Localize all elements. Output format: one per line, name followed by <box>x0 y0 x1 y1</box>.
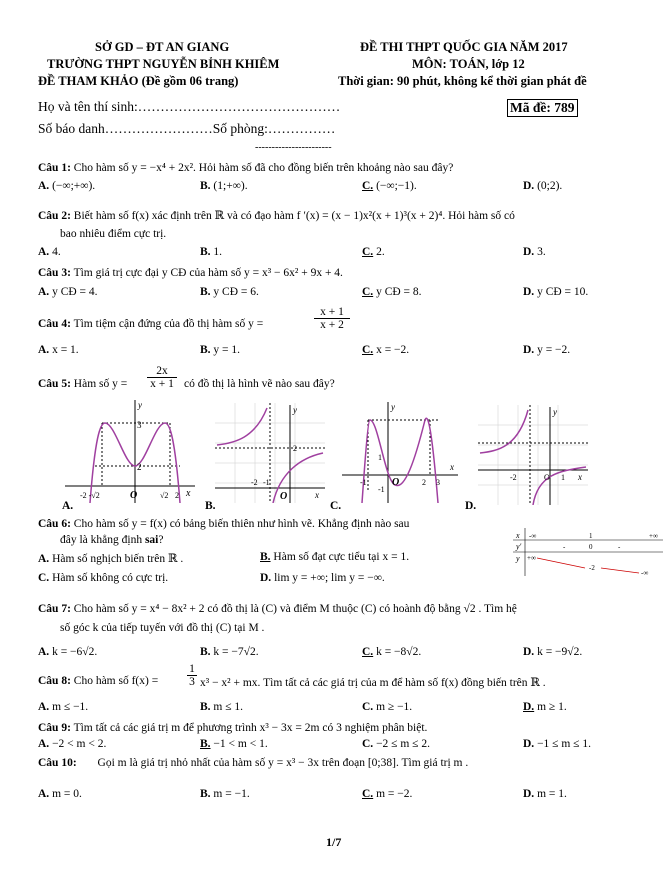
svg-text:+∞: +∞ <box>527 554 536 562</box>
graph-b-label: B. <box>205 500 216 512</box>
graph-c <box>340 400 460 505</box>
svg-text:y': y' <box>516 542 522 551</box>
q2-option-a: A. 4. <box>38 246 61 258</box>
question-text: Cho hàm số f(x) = <box>73 675 159 687</box>
q9-option-d: D. −1 ≤ m ≤ 1. <box>523 738 591 750</box>
question-1 <box>38 162 453 174</box>
graph-d-label: D. <box>465 500 477 512</box>
q10-option-a: A. m = 0. <box>38 788 82 800</box>
svg-text:y: y <box>391 402 395 412</box>
q6-option-c: C. Hàm số không có cực trị. <box>38 572 169 584</box>
q7-option-a: A. k = −6√2. <box>38 646 98 658</box>
q3-option-c: C. y CĐ = 8. <box>362 286 422 298</box>
svg-text:-1: -1 <box>378 485 385 494</box>
question-7: Câu 7: Cho hàm số y = x⁴ − 8x² + 2 có đồ thị là (C) và điểm M thuộc (C) có hoành độ bằng √2 . Tìm hệ <box>38 603 517 615</box>
q10-option-b: B. m = −1. <box>200 788 250 800</box>
svg-text:-∞: -∞ <box>529 532 537 540</box>
svg-text:-: - <box>563 543 566 551</box>
svg-text:1: 1 <box>561 473 565 482</box>
graph-a <box>60 398 200 508</box>
q1-option-a: A. (−∞;+∞). <box>38 180 96 192</box>
svg-text:-: - <box>618 543 621 551</box>
question-text: Cho hàm số y = f(x) có bảng biến thiên như hình vẽ. Khẳng định nào sau <box>73 518 410 530</box>
q8-option-a: A. m ≤ −1. <box>38 701 89 713</box>
q4-option-c: C. x = −2. <box>362 344 410 356</box>
svg-text:1: 1 <box>589 532 593 540</box>
svg-text:2: 2 <box>422 478 426 487</box>
dept-name: SỞ GD – ĐT AN GIANG <box>95 40 230 54</box>
question-label: Câu 1: <box>38 162 71 174</box>
question-text: Biết hàm số f(x) xác định trên ℝ và có đạo hàm f ′(x) = (x − 1)x²(x + 1)³(x + 2)⁴. Hỏi hàm số có <box>73 210 515 222</box>
q9-option-a: A. −2 < m < 2. <box>38 738 107 750</box>
svg-text:-2 -√2: -2 -√2 <box>80 491 100 500</box>
question-text: Gọi m là giá trị nhỏ nhất của hàm số y = x³ − 3x trên đoạn [0;38]. Tìm giá trị m . <box>97 757 469 769</box>
q7-option-c: C. k = −8√2. <box>362 646 422 658</box>
svg-text:x: x <box>450 462 454 472</box>
question-text: Tìm tiệm cận đứng của đồ thị hàm số y = <box>73 318 264 330</box>
question-5: Câu 5: Hàm số y = <box>38 378 128 390</box>
graph-d <box>478 405 588 505</box>
svg-text:x: x <box>315 490 319 500</box>
svg-text:y: y <box>516 554 520 563</box>
q8-option-c: C. m ≥ −1. <box>362 701 413 713</box>
question-text: Tìm tất cả các giá trị m để phương trình x³ − 3x = 2m có 3 nghiệm phân biệt. <box>73 722 428 734</box>
q2-option-b: B. 1. <box>200 246 223 258</box>
bbt-x-label: x <box>516 531 520 540</box>
q1-option-b: B. (1;+∞). <box>200 180 248 192</box>
svg-text:O: O <box>130 490 138 501</box>
page-number: 1/7 <box>326 835 342 849</box>
svg-text:y: y <box>553 407 557 417</box>
q8-option-b: B. m ≤ 1. <box>200 701 244 713</box>
question-4: Câu 4: Tìm tiệm cận đứng của đồ thị hàm số y = <box>38 318 264 330</box>
graph-c-label: C. <box>330 500 342 512</box>
exam-code-box: Mã đề: 789 <box>507 99 578 117</box>
question-6: Câu 6: Cho hàm số y = f(x) có bảng biến thiên như hình vẽ. Khẳng định nào sau <box>38 518 410 530</box>
subject: MÔN: TOÁN, lớp 12 <box>412 57 525 71</box>
svg-text:2: 2 <box>137 462 142 472</box>
q6-option-d: D. lim y = +∞; lim y = −∞. <box>260 572 385 584</box>
q1-option-c: C. (−∞;−1). <box>362 180 417 192</box>
question-2-cont: bao nhiêu điểm cực trị. <box>60 228 167 240</box>
q10-option-c: C. m = −2. <box>362 788 413 800</box>
exam-type: ĐỀ THAM KHẢO (Đề gồm 06 trang) <box>38 74 239 88</box>
q3-option-b: B. y CĐ = 6. <box>200 286 259 298</box>
svg-text:x: x <box>578 472 582 482</box>
q9-option-b: B. −1 < m < 1. <box>200 738 268 750</box>
question-3: Câu 3: Tìm giá trị cực đại y CĐ của hàm số y = x³ − 6x² + 9x + 4. <box>38 267 343 279</box>
svg-text:O: O <box>544 473 550 482</box>
svg-text:O: O <box>392 477 400 488</box>
q4-fraction: x + 1 x + 2 <box>314 306 350 331</box>
q3-option-a: A. y CĐ = 4. <box>38 286 98 298</box>
svg-text:+∞: +∞ <box>649 532 658 540</box>
graph-b <box>215 403 325 503</box>
svg-text:2: 2 <box>175 491 179 500</box>
svg-text:3: 3 <box>137 420 142 430</box>
q2-option-d: D. 3. <box>523 246 546 258</box>
q7-option-d: D. k = −9√2. <box>523 646 583 658</box>
svg-text:-2: -2 <box>589 564 595 572</box>
svg-text:-1: -1 <box>360 478 367 487</box>
svg-text:O: O <box>280 491 288 502</box>
svg-text:√2: √2 <box>160 491 169 500</box>
question-text: Cho hàm số y = −x⁴ + 2x². Hỏi hàm số đã cho đồng biến trên khoảng nào sau đây? <box>73 162 454 174</box>
q8-fraction: 1 3 <box>187 663 197 688</box>
q6-option-a: A. Hàm số nghịch biến trên ℝ . <box>38 553 184 565</box>
svg-text:1: 1 <box>378 453 382 462</box>
question-9: Câu 9: Tìm tất cả các giá trị m để phương trình x³ − 3x = 2m có 3 nghiệm phân biệt. <box>38 722 428 734</box>
question-2: Câu 2: Biết hàm số f(x) xác định trên ℝ và có đạo hàm f ′(x) = (x − 1)x²(x + 1)³(x + 2)⁴. Hỏi hàm số có <box>38 210 515 222</box>
q6-option-b: B. Hàm số đạt cực tiểu tại x = 1. <box>260 551 410 563</box>
svg-text:y: y <box>138 400 142 410</box>
separator: ----------------------- <box>255 142 332 153</box>
question-text: Tìm giá trị cực đại y CĐ của hàm số y = x³ − 6x² + 9x + 4. <box>73 267 343 279</box>
q4-option-b: B. y = 1. <box>200 344 241 356</box>
q8-option-d: D. m ≥ 1. <box>523 701 567 713</box>
q1-option-d: D. (0;2). <box>523 180 563 192</box>
svg-text:-∞: -∞ <box>641 569 649 576</box>
question-7-cont: số góc k của tiếp tuyến với đồ thị (C) tại M . <box>60 622 265 634</box>
question-text: Hàm số y = <box>73 378 128 390</box>
q2-option-c: C. 2. <box>362 246 385 258</box>
svg-text:-1: -1 <box>263 478 270 487</box>
question-6-cont: đây là khẳng định sai? <box>60 534 164 546</box>
q4-option-d: D. y = −2. <box>523 344 571 356</box>
svg-text:3: 3 <box>436 478 440 487</box>
svg-text:y: y <box>293 405 297 415</box>
svg-text:-2: -2 <box>251 478 258 487</box>
question-text: Cho hàm số y = x⁴ − 8x² + 2 có đồ thị là (C) và điểm M thuộc (C) có hoành độ bằng √2 . Tìm hệ <box>73 603 517 615</box>
variation-table <box>513 528 663 576</box>
q10-option-d: D. m = 1. <box>523 788 567 800</box>
question-8: Câu 8: Cho hàm số f(x) = <box>38 675 159 687</box>
exam-title: ĐỀ THI THPT QUỐC GIA NĂM 2017 <box>360 40 568 54</box>
svg-text:0: 0 <box>589 543 593 551</box>
svg-text:x: x <box>186 488 191 499</box>
question-5-cont: có đồ thị là hình vẽ nào sau đây? <box>184 378 335 390</box>
svg-text:-2: -2 <box>510 473 517 482</box>
time-limit: Thời gian: 90 phút, không kể thời gian phát đề <box>338 74 587 88</box>
svg-text:2: 2 <box>293 444 297 453</box>
q7-option-b: B. k = −7√2. <box>200 646 259 658</box>
question-8-cont: x³ − x² + mx. Tìm tất cả các giá trị của m để hàm số f(x) đồng biến trên ℝ . <box>200 677 546 689</box>
question-10: Câu 10: Gọi m là giá trị nhỏ nhất của hàm số y = x³ − 3x trên đoạn [0;38]. Tìm giá trị m . <box>38 757 469 769</box>
q4-option-a: A. x = 1. <box>38 344 79 356</box>
q9-option-c: C. −2 ≤ m ≤ 2. <box>362 738 430 750</box>
q5-fraction: 2x x + 1 <box>147 365 177 390</box>
student-id-field: Số báo danh……………………Số phòng:…………… <box>38 121 336 136</box>
q3-option-d: D. y CĐ = 10. <box>523 286 589 298</box>
school-name: TRƯỜNG THPT NGUYỄN BỈNH KHIÊM <box>47 57 280 71</box>
student-name-field: Họ và tên thí sinh:……………………………………… <box>38 99 341 114</box>
graph-a-label: A. <box>62 500 74 512</box>
